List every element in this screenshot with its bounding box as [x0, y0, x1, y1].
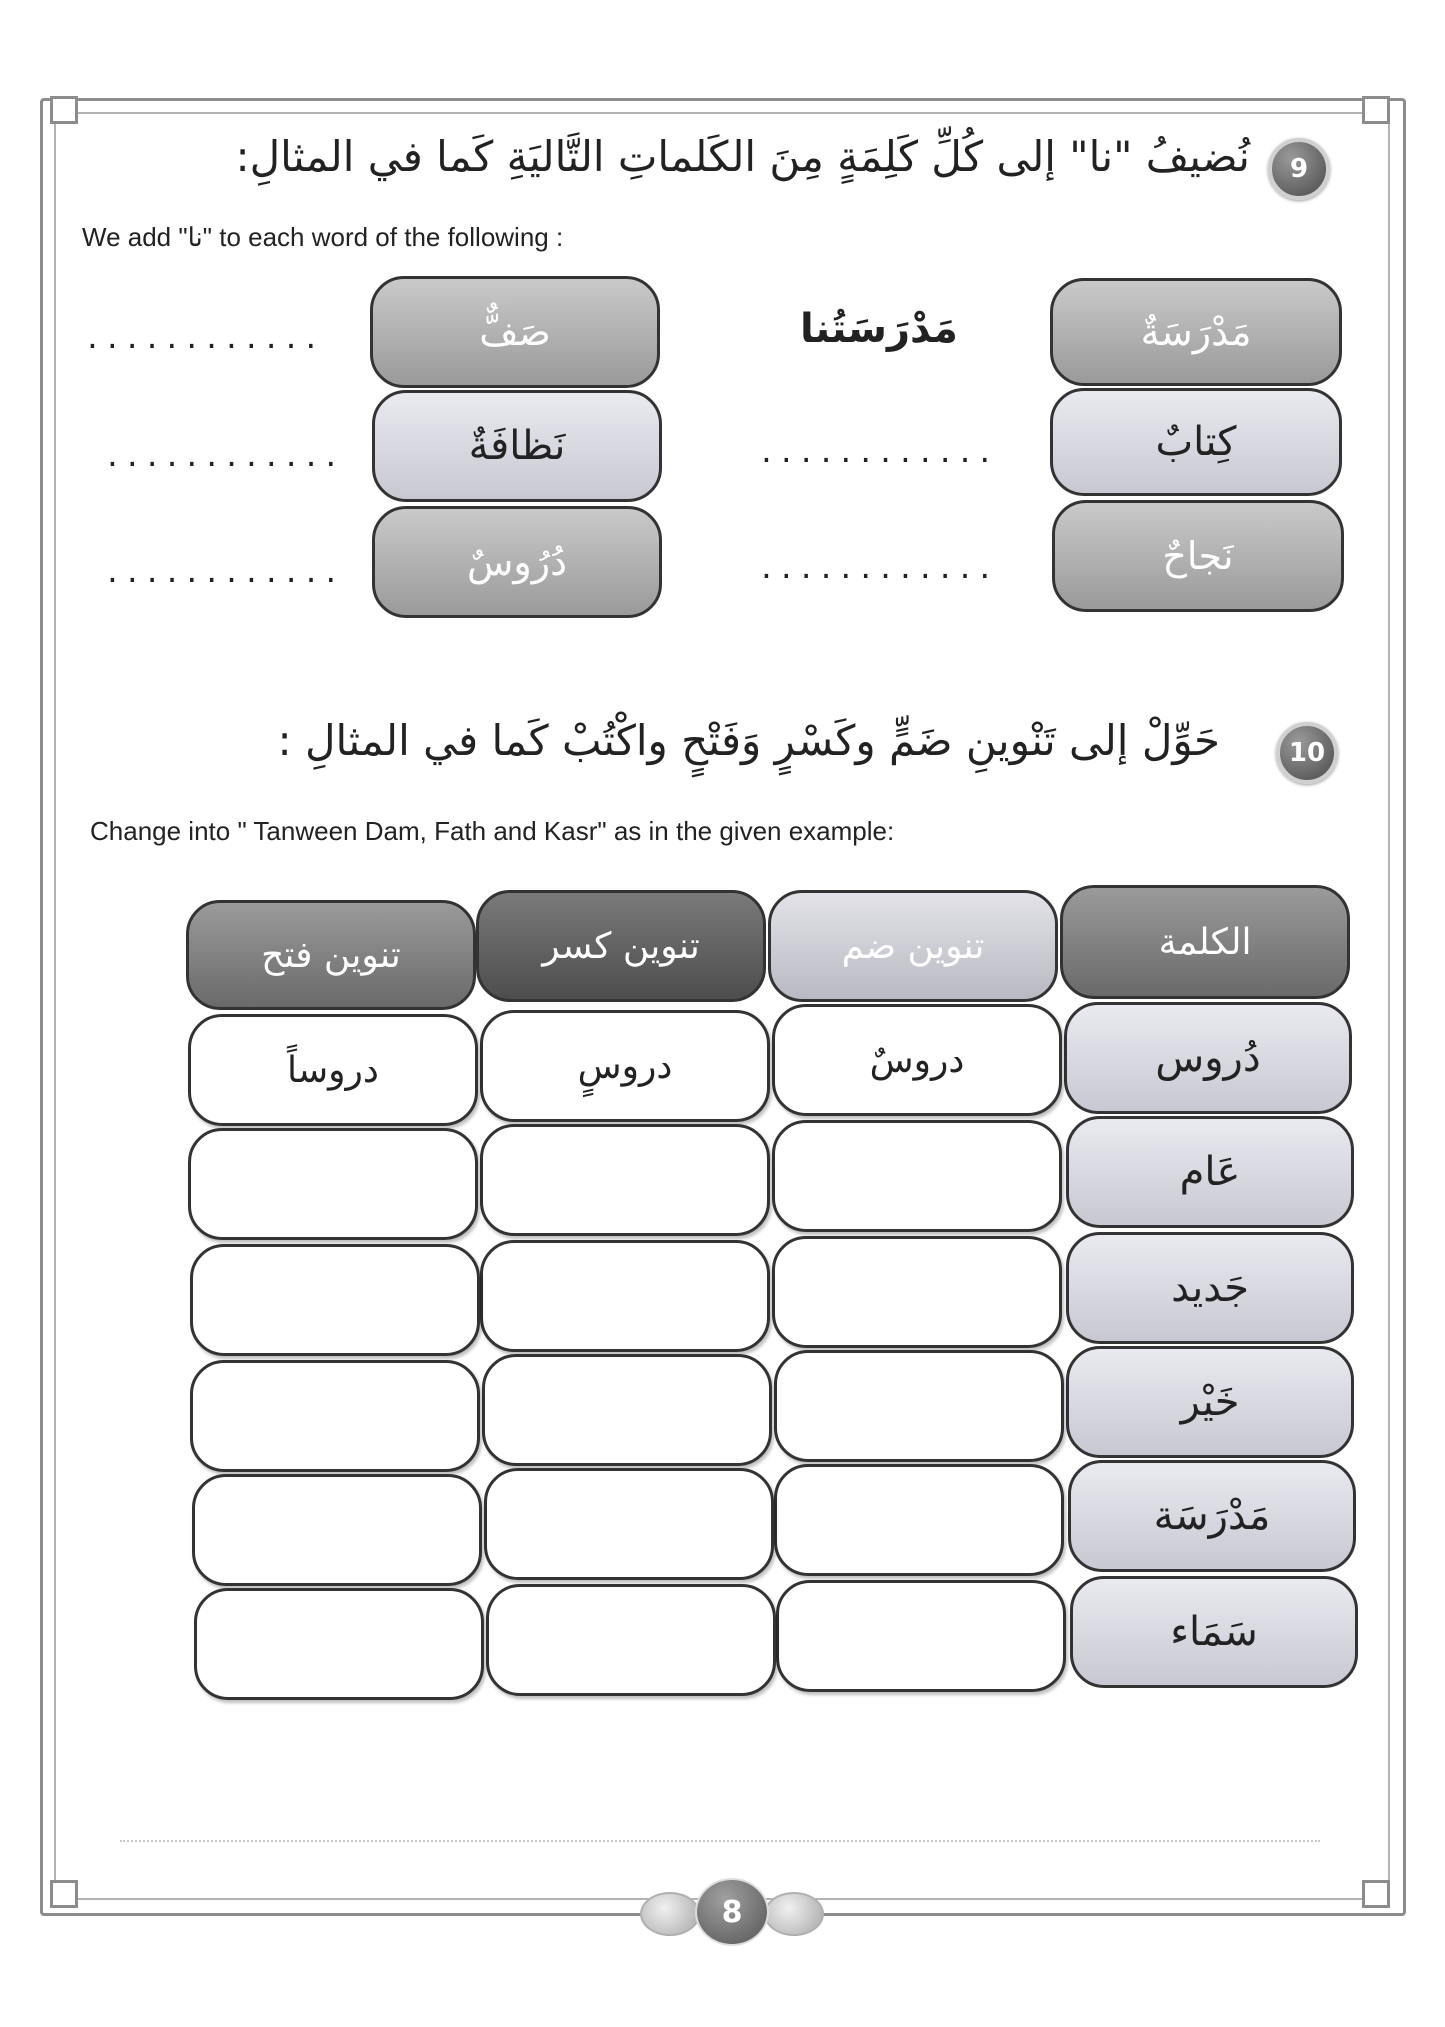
table-cell-text: جَديد	[1171, 1265, 1249, 1311]
table-cell-text: دروسٍ	[577, 1045, 673, 1087]
word-card	[370, 276, 660, 388]
table-cell[interactable]	[188, 1128, 478, 1240]
table-cell-text: دروسٌ	[869, 1039, 965, 1081]
table-cell[interactable]	[480, 1240, 770, 1352]
exercise-9-number: 9	[1289, 154, 1309, 184]
example-answer: مَدْرَسَتُنا	[800, 306, 958, 352]
table-cell[interactable]	[484, 1468, 774, 1580]
table-header-text: تنوين كسر	[542, 925, 700, 967]
table-header-text: الكلمة	[1158, 921, 1252, 963]
word-card-text: دُرُوسٌ	[467, 540, 568, 584]
table-cell-word	[1068, 1460, 1356, 1572]
table-header-word	[1060, 885, 1350, 999]
table-header-kasr	[476, 890, 766, 1002]
word-card	[1050, 278, 1342, 386]
answer-blank[interactable]: ............	[84, 322, 323, 355]
table-cell-word	[1070, 1576, 1358, 1688]
table-cell[interactable]	[776, 1580, 1066, 1692]
table-cell[interactable]	[190, 1244, 480, 1356]
table-cell[interactable]	[482, 1354, 772, 1466]
answer-blank[interactable]: ............	[758, 436, 997, 469]
decorative-bubble	[640, 1892, 700, 1936]
answer-blank[interactable]: ............	[758, 552, 997, 585]
table-header-dam	[768, 890, 1058, 1002]
word-card-text: نَظافَةٌ	[468, 423, 566, 469]
word-card-text: مَدْرَسَةٌ	[1140, 310, 1252, 354]
word-card-text: نَجاحٌ	[1162, 534, 1234, 578]
word-card	[1050, 388, 1342, 496]
exercise-9-title-ar: نُضيفُ "نا" إلى كُلِّ كَلِمَةٍ مِنَ الكَلماتِ التَّاليَةِ كَما في المثالِ:	[235, 132, 1250, 181]
word-card	[1052, 500, 1344, 612]
table-cell[interactable]	[774, 1350, 1064, 1462]
table-header-fath	[186, 900, 476, 1010]
table-cell[interactable]	[772, 1004, 1062, 1116]
exercise-9-title-en: We add "نا" to each word of the following :	[82, 222, 564, 252]
table-header-text: تنوين فتح	[261, 934, 401, 976]
exercise-10-badge	[1276, 722, 1338, 784]
word-card	[372, 506, 662, 618]
table-cell-word	[1066, 1116, 1354, 1228]
table-cell-text: عَام	[1179, 1149, 1241, 1195]
table-cell[interactable]	[192, 1474, 482, 1586]
word-card-text: كِتابٌ	[1155, 419, 1237, 465]
table-cell[interactable]	[772, 1120, 1062, 1232]
table-cell-text: دروساً	[287, 1049, 379, 1091]
table-cell[interactable]	[480, 1010, 770, 1122]
table-cell[interactable]	[190, 1360, 480, 1472]
exercise-10-title-en: Change into " Tanween Dam, Fath and Kasr" as in the given example:	[90, 816, 895, 846]
table-cell-text: خَيْر	[1180, 1379, 1240, 1425]
answer-blank[interactable]: ............	[104, 440, 343, 473]
table-cell-text: مَدْرَسَة	[1153, 1493, 1271, 1539]
footer-divider	[120, 1840, 1320, 1842]
frame-corner-ornament	[50, 96, 78, 124]
table-cell[interactable]	[486, 1584, 776, 1696]
answer-blank[interactable]: ............	[104, 556, 343, 589]
frame-corner-ornament	[1362, 1880, 1390, 1908]
table-cell[interactable]	[480, 1124, 770, 1236]
table-header-text: تنوين ضم	[841, 925, 985, 967]
exercise-10-title-ar: حَوِّلْ إلى تَنْوينِ ضَمٍّ وكَسْرٍ وَفَتْحٍ واكْتُبْ كَما في المثالِ :	[277, 716, 1220, 765]
exercise-9-badge	[1268, 138, 1330, 200]
frame-corner-ornament	[50, 1880, 78, 1908]
table-cell[interactable]	[772, 1236, 1062, 1348]
table-cell[interactable]	[194, 1588, 484, 1700]
table-cell-text: سَمَاء	[1170, 1609, 1258, 1655]
frame-corner-ornament	[1362, 96, 1390, 124]
word-card	[372, 390, 662, 502]
table-cell-word	[1066, 1346, 1354, 1458]
page-number-badge	[640, 1870, 820, 1950]
exercise-10-number: 10	[1288, 738, 1326, 768]
table-cell-word	[1064, 1002, 1352, 1114]
table-cell-text: دُروس	[1155, 1035, 1261, 1081]
table-cell[interactable]	[188, 1014, 478, 1126]
decorative-bubble	[764, 1892, 824, 1936]
page-number: 8	[695, 1878, 769, 1946]
word-card-text: صَفٌّ	[479, 310, 551, 354]
table-cell[interactable]	[774, 1464, 1064, 1576]
table-cell-word	[1066, 1232, 1354, 1344]
